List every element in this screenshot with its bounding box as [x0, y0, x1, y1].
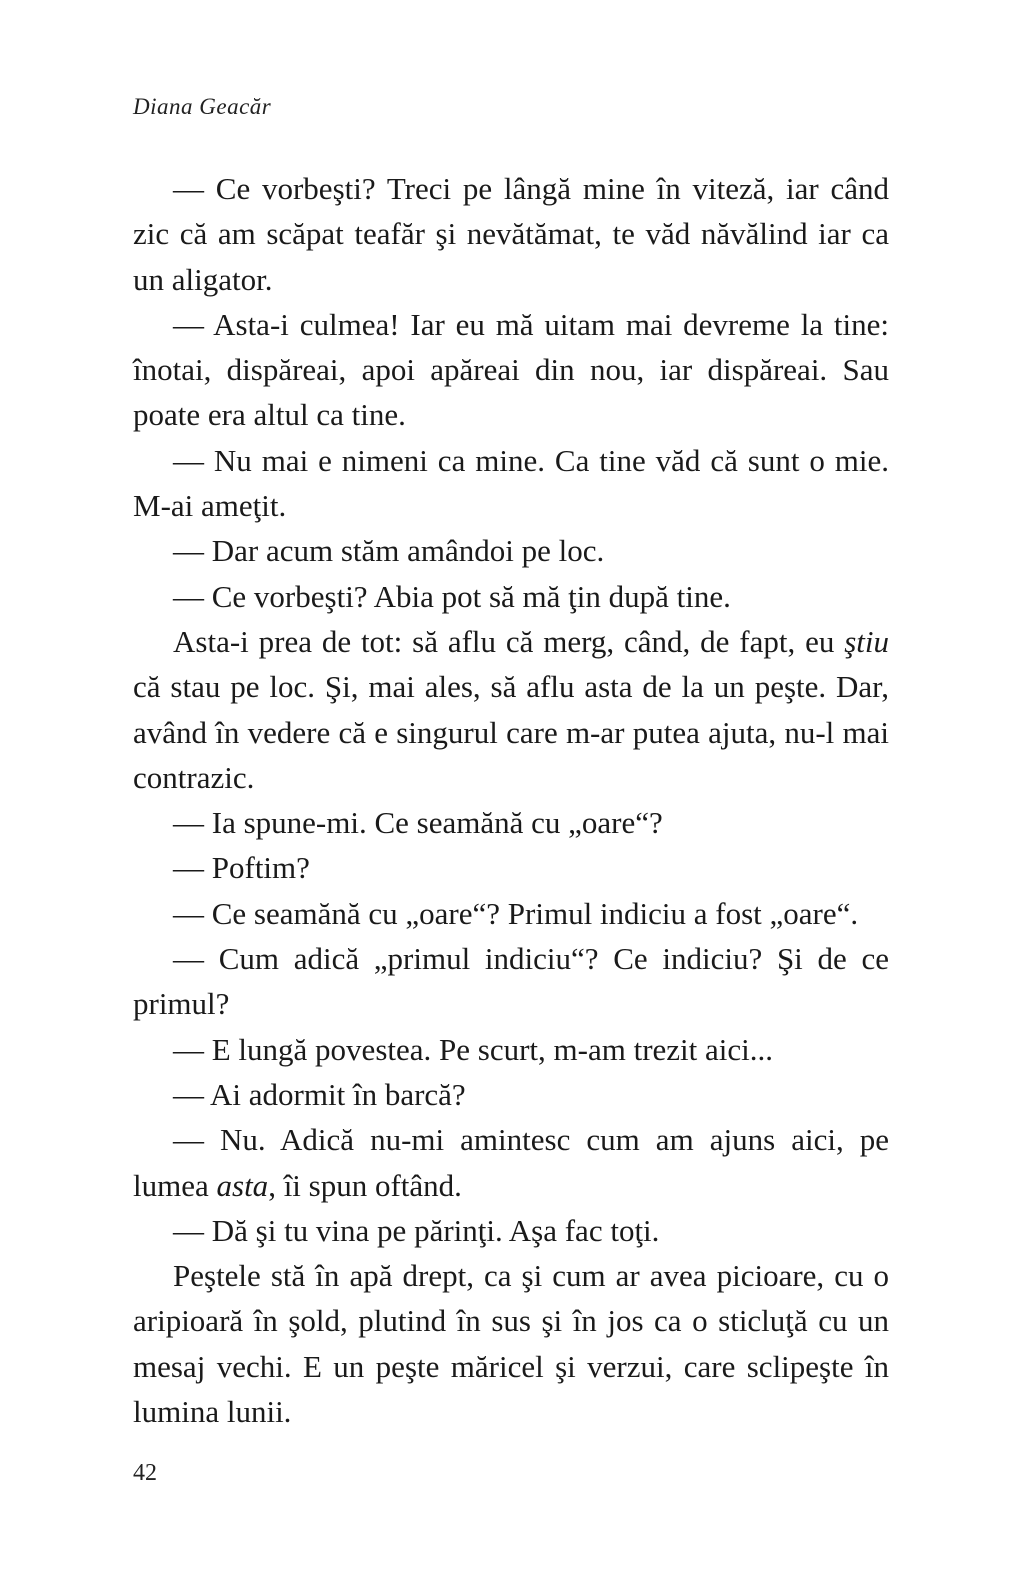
paragraph: — E lungă povestea. Pe scurt, m-am trezit aici... — [173, 1031, 774, 1067]
paragraph: — Dă şi tu vina pe părinţi. Aşa fac toţi. — [173, 1212, 660, 1248]
paragraph: — Ia spune-mi. Ce seamănă cu „oare“? — [173, 805, 663, 841]
paragraph-text: , îi spun oftând. — [268, 1167, 462, 1203]
paragraph: — Dar acum stăm amândoi pe loc. — [173, 533, 605, 569]
paragraph: — Ai adormit în barcă? — [173, 1076, 466, 1112]
emphasis-text: asta — [216, 1167, 269, 1203]
paragraph-text: Asta-i prea de tot: să aflu că merg, când, de fapt, eu — [173, 623, 845, 659]
paragraph: — Nu mai e nimeni ca mine. Ca tine văd că sunt o mie. M-ai ameţit. — [133, 442, 889, 524]
paragraph — [133, 619, 889, 800]
paragraph: — Cum adică „primul indiciu“? Ce indiciu? Şi de ce primul? — [133, 941, 889, 1022]
emphasis-text: ştiu — [844, 623, 889, 659]
body-text — [133, 166, 889, 1434]
running-head-author: Diana Geacăr — [133, 94, 272, 119]
page-number: 42 — [133, 1460, 157, 1486]
paragraph-text: — Nu. Adică nu-mi amintesc cum am ajuns aici, pe lumea — [133, 1122, 889, 1203]
paragraph: — Ce vorbeşti? Abia pot să mă ţin după tine. — [173, 578, 731, 614]
paragraph: — Ce seamănă cu „oare“? Primul indiciu a fost „oare“. — [173, 895, 859, 931]
paragraph-text: că stau pe loc. Şi, mai ales, să aflu asta de la un peşte. Dar, având în vedere că e singurul care m-ar putea ajuta, nu-l mai contrazic. — [133, 669, 889, 795]
paragraph: Peştele stă în apă drept, ca şi cum ar avea picioare, cu o aripioară în şold, plutind în sus şi în jos ca o sticluţă cu un mesaj vechi. E un peşte măricel şi verzui, care sclipeşte în lumina lunii. — [133, 1258, 889, 1430]
paragraph: — Asta-i culmea! Iar eu mă uitam mai devreme la tine: înotai, dispăreai, apoi apăreai din nou, iar dispăreai. Sau poate era altul ca tine. — [133, 306, 889, 433]
paragraph — [133, 1117, 889, 1208]
paragraph: — Ce vorbeşti? Treci pe lângă mine în viteză, iar când zic că am scăpat teafăr şi nevătămat, te văd năvălind iar ca un aligator. — [133, 171, 889, 297]
paragraph: — Poftim? — [173, 850, 310, 886]
